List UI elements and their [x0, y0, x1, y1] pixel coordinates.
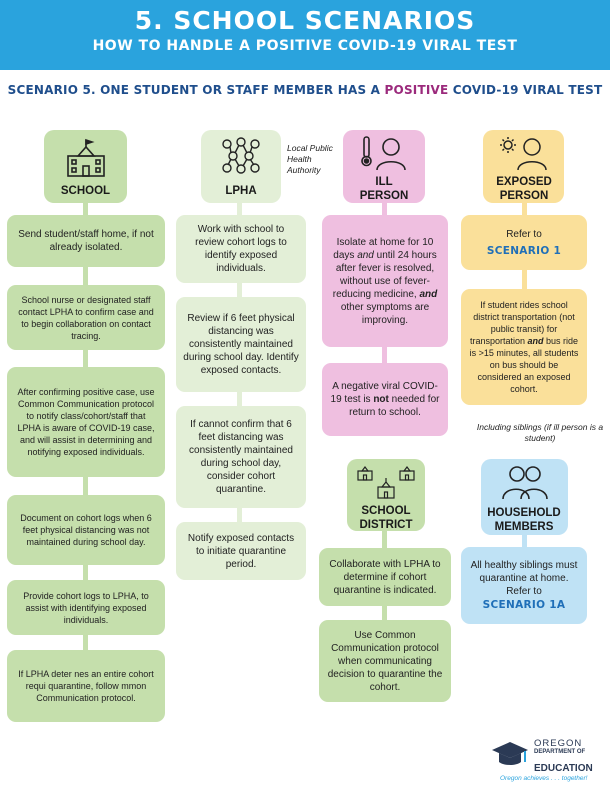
- lpha-step-4: Notify exposed contacts to initiate quarantine period.: [176, 522, 306, 580]
- exposed-label: EXPOSED PERSON: [496, 176, 552, 202]
- lpha-step-2: Review if 6 feet physical distancing was consistently maintained during school day. Identify exposed contacts.: [176, 297, 306, 392]
- household-step-1-text: All healthy siblings must quarantine at home. Refer to: [470, 560, 578, 597]
- exposed-step-2-text: If student rides school district transportation (not public transit) for transportation and bus ride is >15 minutes, all students on bus should be considered an exposed cohort.: [469, 300, 579, 394]
- logo-tagline: Oregon achieves . . . together!: [500, 775, 588, 782]
- siblings-note: Including siblings (if ill person is a student): [476, 422, 604, 443]
- ill-label: ILL PERSON: [359, 176, 409, 202]
- logo-oregon: OREGON: [534, 738, 583, 749]
- title-banner: [0, 0, 610, 70]
- page-subtitle: HOW TO HANDLE A POSITIVE COVID-19 VIRAL TEST: [92, 38, 518, 54]
- household-people-icon: [500, 464, 550, 500]
- district-header: [347, 459, 425, 531]
- scenario-heading: [0, 83, 610, 97]
- lpha-step-3: If cannot confirm that 6 feet distancing was consistently maintained during school day, consider cohort quarantine.: [176, 406, 306, 508]
- logo-dept: DEPARTMENT OF: [534, 749, 586, 755]
- school-step-1: Send student/staff home, if not already isolated.: [7, 215, 165, 267]
- lpha-step-1: Work with school to review cohort logs to identify exposed individuals.: [176, 215, 306, 283]
- virus-network-icon: [219, 136, 263, 176]
- lpha-note: Local Public Health Authority: [287, 143, 333, 175]
- school-building-icon: [64, 138, 108, 178]
- scenario-positive: POSITIVE: [384, 83, 449, 97]
- household-step-1: [461, 547, 587, 624]
- scenario-suffix: COVID-19 VIRAL TEST: [448, 83, 603, 97]
- school-step-6: If LPHA deter nes an entire cohort requi quarantine, follow mmon Communication protocol.: [7, 650, 165, 722]
- district-step-1: Collaborate with LPHA to determine if cohort quarantine is indicated.: [319, 548, 451, 606]
- school-step-5: Provide cohort logs to LPHA, to assist with identifying exposed individuals.: [7, 580, 165, 635]
- household-label: HOUSEHOLD MEMBERS: [487, 507, 561, 533]
- district-step-2: Use Common Communication protocol when communicating decision to quarantine the cohort.: [319, 620, 451, 702]
- exposed-step-1-text: Refer to: [506, 228, 542, 240]
- school-step-2: School nurse or designated staff contact LPHA to confirm case and to begin collaboration on contact tracing.: [7, 285, 165, 350]
- graduation-cap-logo-icon: [490, 740, 530, 772]
- ill-step-2-text: A negative viral COVID-19 test is not needed for return to school.: [330, 381, 440, 418]
- exposed-step-2: [461, 289, 587, 405]
- school-district-icon: [356, 463, 416, 501]
- virus-person-icon: [499, 135, 549, 171]
- logo-education: EDUCATION: [534, 763, 593, 774]
- ill-step-1: [322, 215, 448, 347]
- ill-step-1-text: Isolate at home for 10 days and until 24 hours after fever is resolved, without use of fever-reducing medicine, and other symptoms are improving.: [332, 236, 438, 326]
- scenario-1a-link[interactable]: SCENARIO 1A: [482, 599, 566, 611]
- scenario-prefix: SCENARIO 5. ONE STUDENT OR STAFF MEMBER HAS A: [7, 83, 385, 97]
- school-header: [44, 130, 127, 203]
- school-label: SCHOOL: [60, 185, 111, 197]
- exposed-step-1: [461, 215, 587, 270]
- ill-step-2: [322, 363, 448, 436]
- lpha-header: [201, 130, 281, 203]
- oregon-education-logo: [490, 738, 605, 783]
- ill-header: [343, 130, 425, 203]
- school-step-3: After confirming positive case, use Common Communication protocol to notify class/cohort/staff that LPHA is aware of COVID-19 case, and will assist in determining and notifying exposed individuals.: [7, 367, 165, 477]
- household-header: [481, 459, 568, 535]
- school-step-4: Document on cohort logs when 6 feet physical distancing was not maintained during school day.: [7, 495, 165, 565]
- page-title: 5. SCHOOL SCENARIOS: [134, 6, 476, 35]
- scenario-1-link[interactable]: SCENARIO 1: [486, 244, 562, 257]
- exposed-header: [483, 130, 564, 203]
- lpha-label: LPHA: [225, 185, 257, 197]
- district-label: SCHOOL DISTRICT: [359, 505, 413, 531]
- thermometer-person-icon: [359, 135, 409, 171]
